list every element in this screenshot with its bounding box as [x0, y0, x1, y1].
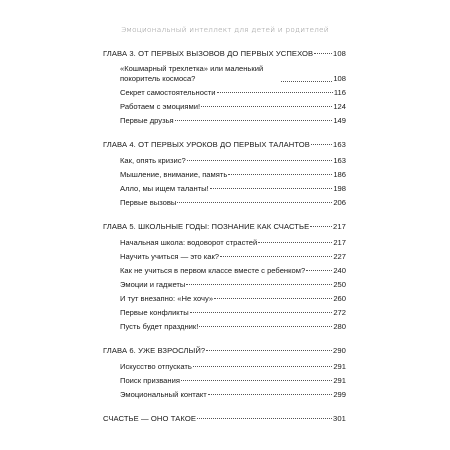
section-title: Пусть будет праздник!: [120, 322, 199, 331]
section-title: Как не учиться в первом классе вместе с ребенком?: [120, 266, 306, 275]
page-number: 163: [333, 140, 346, 149]
section-title: Секрет самостоятельности: [120, 88, 216, 97]
toc-chapter[interactable]: [103, 221, 346, 232]
dot-leader: [190, 312, 333, 313]
toc-chapter[interactable]: [103, 48, 346, 59]
toc-section[interactable]: [103, 321, 346, 332]
page-number: 163: [333, 156, 346, 165]
toc-section[interactable]: [103, 361, 346, 372]
dot-leader: [197, 418, 332, 419]
toc-chapter[interactable]: [103, 345, 346, 356]
toc-chapter[interactable]: [103, 413, 346, 424]
dot-leader: [206, 350, 332, 351]
page-number: 217: [333, 238, 346, 247]
running-header: Эмоциональный интеллект для детей и родителей: [121, 25, 329, 34]
toc-section[interactable]: [103, 197, 346, 208]
section-title: Первые друзья: [120, 116, 174, 125]
page-number: 260: [333, 294, 346, 303]
dot-leader: [310, 226, 332, 227]
section-title: Мышление, внимание, память: [120, 170, 228, 179]
table-of-contents: [103, 48, 346, 424]
dot-leader: [199, 326, 332, 327]
page-number: 217: [333, 222, 346, 231]
section-title: Искусство отпускать: [120, 362, 192, 371]
dot-leader: [311, 144, 332, 145]
toc-section[interactable]: [103, 265, 346, 276]
section-title: Эмоции и гаджеты: [120, 280, 186, 289]
toc-section[interactable]: [103, 169, 346, 180]
page-number: 299: [333, 390, 346, 399]
dot-leader: [214, 298, 332, 299]
dot-leader: [220, 256, 332, 257]
toc-section[interactable]: [103, 64, 346, 84]
section-title: Первые вызовы: [120, 198, 177, 207]
section-title: Как, опять кризис?: [120, 156, 186, 165]
dot-leader: [210, 188, 333, 189]
dot-leader: [181, 380, 332, 381]
page-number: 301: [333, 414, 346, 423]
page-number: 149: [333, 116, 346, 125]
page-number: 108: [333, 74, 346, 83]
dot-leader: [208, 394, 333, 395]
toc-chapter[interactable]: [103, 139, 346, 150]
toc-section[interactable]: [103, 375, 346, 386]
chapter-title: ГЛАВА 3. ОТ ПЕРВЫХ ВЫЗОВОВ ДО ПЕРВЫХ УСПЕХОВ: [103, 49, 314, 58]
page-number: 206: [333, 198, 346, 207]
chapter-title: ГЛАВА 5. ШКОЛЬНЫЕ ГОДЫ: ПОЗНАНИЕ КАК СЧАСТЬЕ: [103, 222, 310, 231]
toc-section[interactable]: [103, 279, 346, 290]
dot-leader: [314, 53, 332, 54]
page-number: 272: [333, 308, 346, 317]
section-title: И тут внезапно: «Не хочу»: [120, 294, 214, 303]
page-number: 291: [333, 376, 346, 385]
dot-leader: [186, 284, 332, 285]
dot-leader: [281, 81, 332, 82]
section-title: «Кошмарный трехлетка» или маленький покоритель космоса?: [120, 64, 264, 83]
page-number: 227: [333, 252, 346, 261]
page-number: 280: [333, 322, 346, 331]
dot-leader: [258, 242, 332, 243]
section-title: Первые конфликты: [120, 308, 189, 317]
dot-leader: [217, 92, 333, 93]
page-number: 116: [333, 88, 346, 97]
section-title: Эмоциональный контакт: [120, 390, 207, 399]
toc-section[interactable]: [103, 237, 346, 248]
dot-leader: [306, 270, 332, 271]
page-number: 291: [333, 362, 346, 371]
dot-leader: [175, 120, 333, 121]
page-number: 240: [333, 266, 346, 275]
section-title: Поиск призвания: [120, 376, 180, 385]
toc-section[interactable]: [103, 251, 346, 262]
dot-leader: [228, 174, 332, 175]
dot-leader: [177, 202, 332, 203]
page-number: 124: [333, 102, 346, 111]
page-number: 108: [333, 49, 346, 58]
chapter-title: СЧАСТЬЕ — ОНО ТАКОЕ: [103, 414, 196, 423]
page-number: 250: [333, 280, 346, 289]
chapter-title: ГЛАВА 6. УЖЕ ВЗРОСЛЫЙ?: [103, 346, 206, 355]
toc-section[interactable]: [103, 389, 346, 400]
page-number: 198: [333, 184, 346, 193]
page-number: 290: [333, 346, 346, 355]
section-title: Начальная школа: водоворот страстей: [120, 238, 258, 247]
dot-leader: [201, 106, 332, 107]
dot-leader: [193, 366, 332, 367]
chapter-title: ГЛАВА 4. ОТ ПЕРВЫХ УРОКОВ ДО ПЕРВЫХ ТАЛАНТОВ: [103, 140, 310, 149]
toc-section[interactable]: [103, 307, 346, 318]
section-title: Алло, мы ищем таланты!: [120, 184, 209, 193]
toc-section[interactable]: [103, 155, 346, 166]
section-title: Научить учиться — это как?: [120, 252, 220, 261]
toc-section[interactable]: [103, 115, 346, 126]
toc-section[interactable]: [103, 101, 346, 112]
page-number: 186: [333, 170, 346, 179]
toc-section[interactable]: [103, 293, 346, 304]
dot-leader: [187, 160, 333, 161]
toc-section[interactable]: [103, 87, 346, 98]
toc-section[interactable]: [103, 183, 346, 194]
section-title: Работаем с эмоциями!: [120, 102, 201, 111]
